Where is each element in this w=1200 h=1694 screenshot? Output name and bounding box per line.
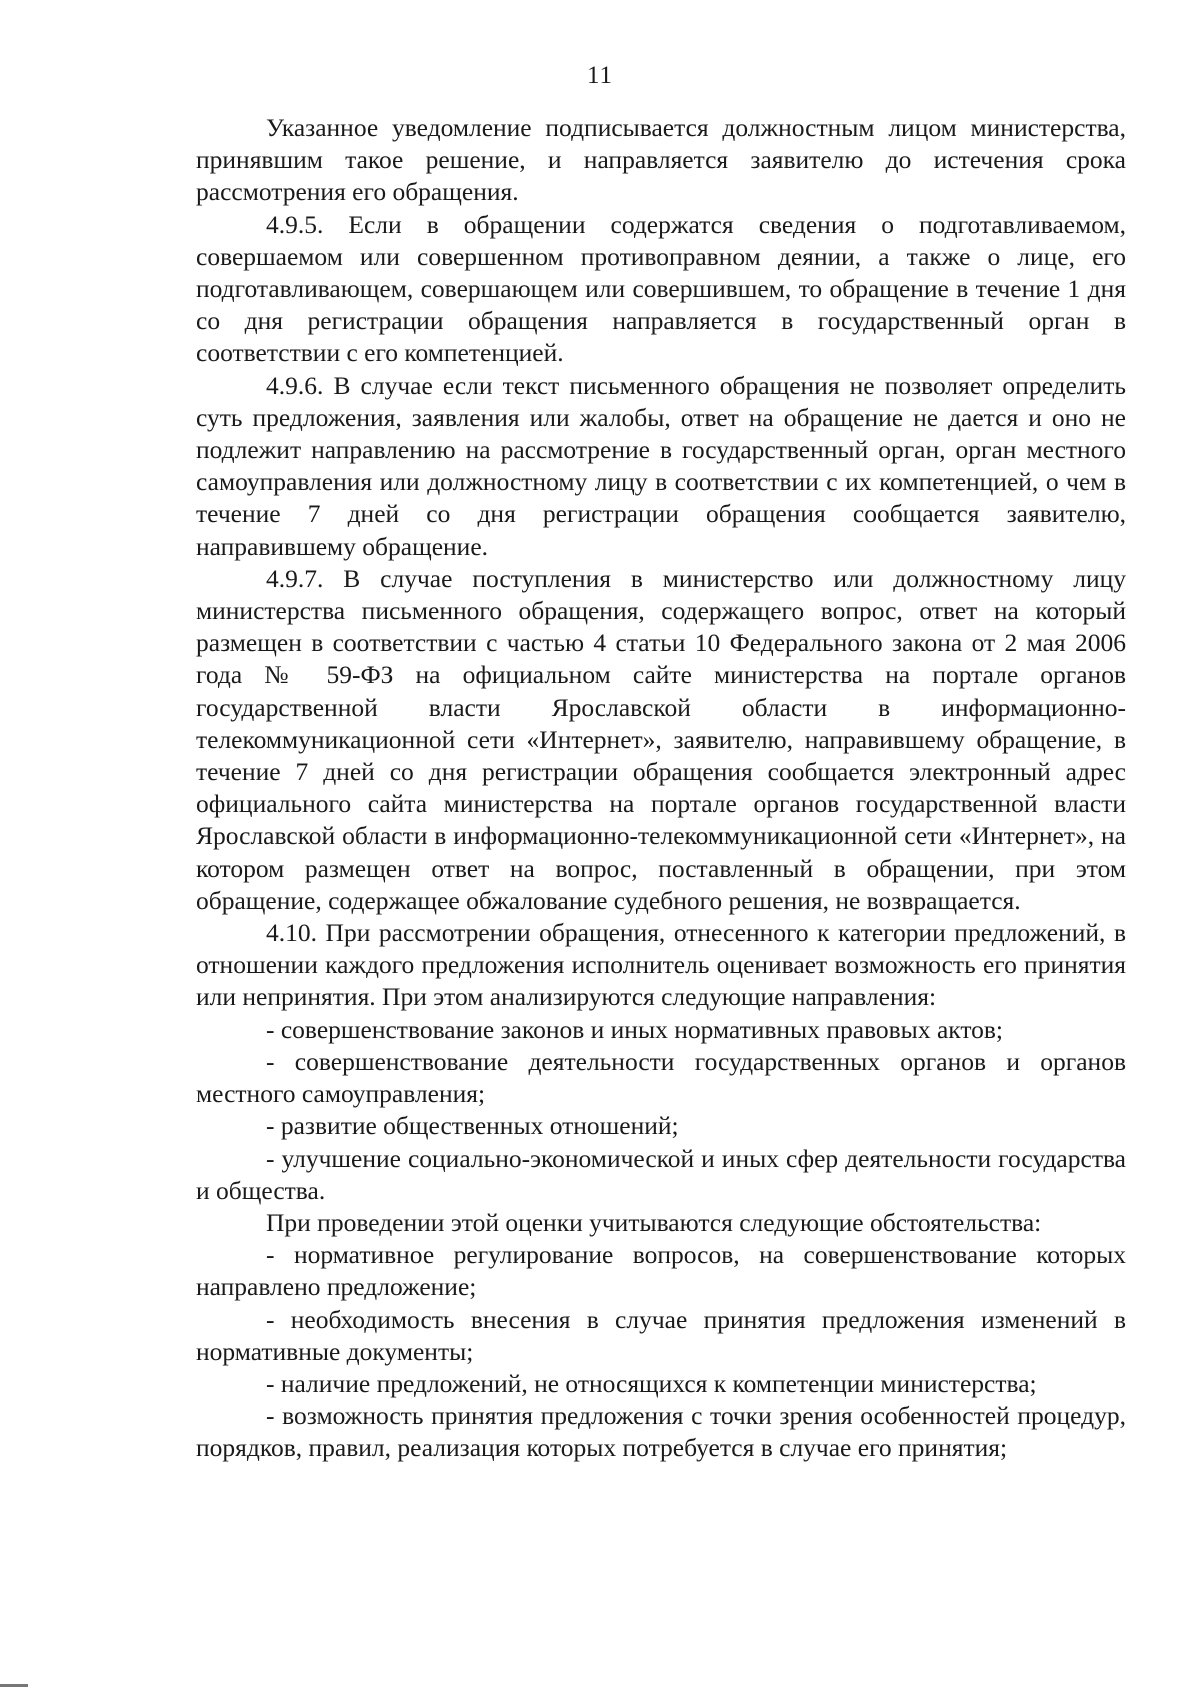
list-item-direction: - развитие общественных отношений; bbox=[266, 1111, 679, 1141]
paragraph-4-9-5: 4.9.5. Если в обращении содержатся сведения о подготавливаемом, совершаемом или совершенном противоправном деянии, а также о лице, его подготавливающем, совершающем или совершившем, то обращение в течение 1 дня со дня регистрации обращения направляется в государственный орган в соответствии с его компетенцией. bbox=[196, 209, 1126, 368]
list-item-circumstance: - необходимость внесения в случае принятия предложения изменений в нормативные документы; bbox=[196, 1304, 1126, 1366]
scan-edge-mark bbox=[0, 1684, 28, 1687]
document-body bbox=[196, 112, 1126, 1465]
paragraph-notification-signed: Указанное уведомление подписывается должностным лицом министерства, принявшим такое решение, и направляется заявителю до истечения срока рассмотрения его обращения. bbox=[196, 113, 1126, 207]
page-number: 11 bbox=[586, 62, 614, 89]
paragraph-4-9-6: 4.9.6. В случае если текст письменного обращения не позволяет определить суть предложения, заявления или жалобы, ответ на обращение не дается и оно не подлежит направлению на рассмотрение в государственный орган, орган местного самоуправления или должностному лицу в соответствии с их компетенцией, о чем в течение 7 дней со дня регистрации обращения сообщается заявителю, направившему обращение. bbox=[196, 370, 1126, 561]
list-item-circumstance: - возможность принятия предложения с точки зрения особенностей процедур, порядков, правил, реализация которых потребуется в случае его принятия; bbox=[196, 1401, 1126, 1463]
list-item-direction: - совершенствование деятельности государственных органов и органов местного самоуправления; bbox=[196, 1046, 1126, 1109]
paragraph-4-9-7: 4.9.7. В случае поступления в министерство или должностному лицу министерства письменного обращения, содержащего вопрос, ответ на который размещен в соответствии с частью 4 статьи 10 Федерального закона от 2 мая 2006 года № 59-ФЗ на официальном сайте министерства на портале органов государственной власти Ярославской области в информационно-телекоммуникационной сети «Интернет», заявителю, направившему обращение, в течение 7 дней со дня регистрации обращения сообщается электронный адрес официального сайта министерства на портале органов государственной власти Ярославской области в информационно-телекоммуникационной сети «Интернет», на котором размещен ответ на вопрос, поставленный в обращении, при этом обращение, содержащее обжалование судебного решения, не возвращается. bbox=[196, 563, 1126, 915]
list-item-direction: - совершенствование законов и иных нормативных правовых актов; bbox=[266, 1014, 1003, 1044]
paragraph-4-10: 4.10. При рассмотрении обращения, отнесенного к категории предложений, в отношении каждого предложения исполнитель оценивает возможность его принятия или непринятия. При этом анализируются следующие направления: bbox=[196, 918, 1126, 1012]
list-item-direction: - улучшение социально-экономической и иных сфер деятельности государства и общества. bbox=[196, 1143, 1126, 1205]
list-item-circumstance: - нормативное регулирование вопросов, на совершенствование которых направлено предложение; bbox=[196, 1240, 1126, 1302]
paragraph-assessment-circumstances: При проведении этой оценки учитываются следующие обстоятельства: bbox=[266, 1207, 1042, 1237]
list-item-circumstance: - наличие предложений, не относящихся к компетенции министерства; bbox=[266, 1368, 1037, 1398]
